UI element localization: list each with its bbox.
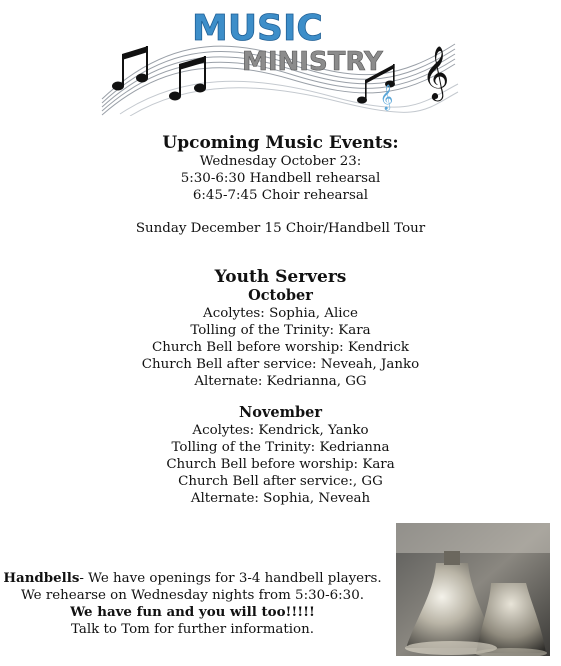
music-staff-graphic: [100, 4, 460, 116]
handbells-line-2: We rehearse on Wednesday nights from 5:30-6:30.: [21, 588, 364, 603]
november-line: Tolling of the Trinity: Kedrianna: [171, 440, 390, 455]
november-title: November: [239, 404, 322, 421]
events-heading: Upcoming Music Events:: [162, 133, 399, 153]
events-line-handbell: 5:30-6:30 Handbell rehearsal: [180, 171, 381, 186]
october-title: October: [248, 287, 313, 304]
november-line: Acolytes: Kendrick, Yanko: [192, 423, 369, 438]
october-line: Church Bell after service: Neveah, Janko: [141, 357, 420, 372]
events-line-choir: 6:45-7:45 Choir rehearsal: [192, 188, 369, 203]
october-line: Acolytes: Sophia, Alice: [203, 306, 358, 321]
handbells-fun-line: We have fun and you will too!!!!!: [70, 604, 315, 620]
handbells-openings-text: - We have openings for 3-4 handbell players.: [79, 571, 382, 586]
october-line: Church Bell before worship: Kendrick: [151, 340, 410, 355]
handbells-line-1: [0, 570, 385, 587]
music-ministry-banner: [100, 4, 460, 116]
handbells-label: Handbells: [3, 570, 80, 586]
november-line: Church Bell after service:, GG: [178, 474, 383, 489]
november-line: Alternate: Sophia, Neveah: [190, 491, 371, 506]
october-line: Tolling of the Trinity: Kara: [190, 323, 371, 338]
events-line-tour: Sunday December 15 Choir/Handbell Tour: [135, 221, 426, 236]
handbells-contact-line: Talk to Tom for further information.: [71, 622, 314, 637]
banner-ministry-text: MINISTRY: [242, 47, 383, 77]
banner-music-text: MUSIC: [192, 8, 323, 49]
november-line: Church Bell before worship: Kara: [166, 457, 395, 472]
svg-text:𝄞: 𝄞: [422, 45, 450, 99]
handbell-photo: [396, 523, 550, 656]
events-line-date: Wednesday October 23:: [199, 154, 362, 169]
october-line: Alternate: Kedrianna, GG: [194, 374, 367, 389]
svg-text:𝄞: 𝄞: [380, 85, 394, 110]
servers-heading: Youth Servers: [214, 267, 347, 287]
